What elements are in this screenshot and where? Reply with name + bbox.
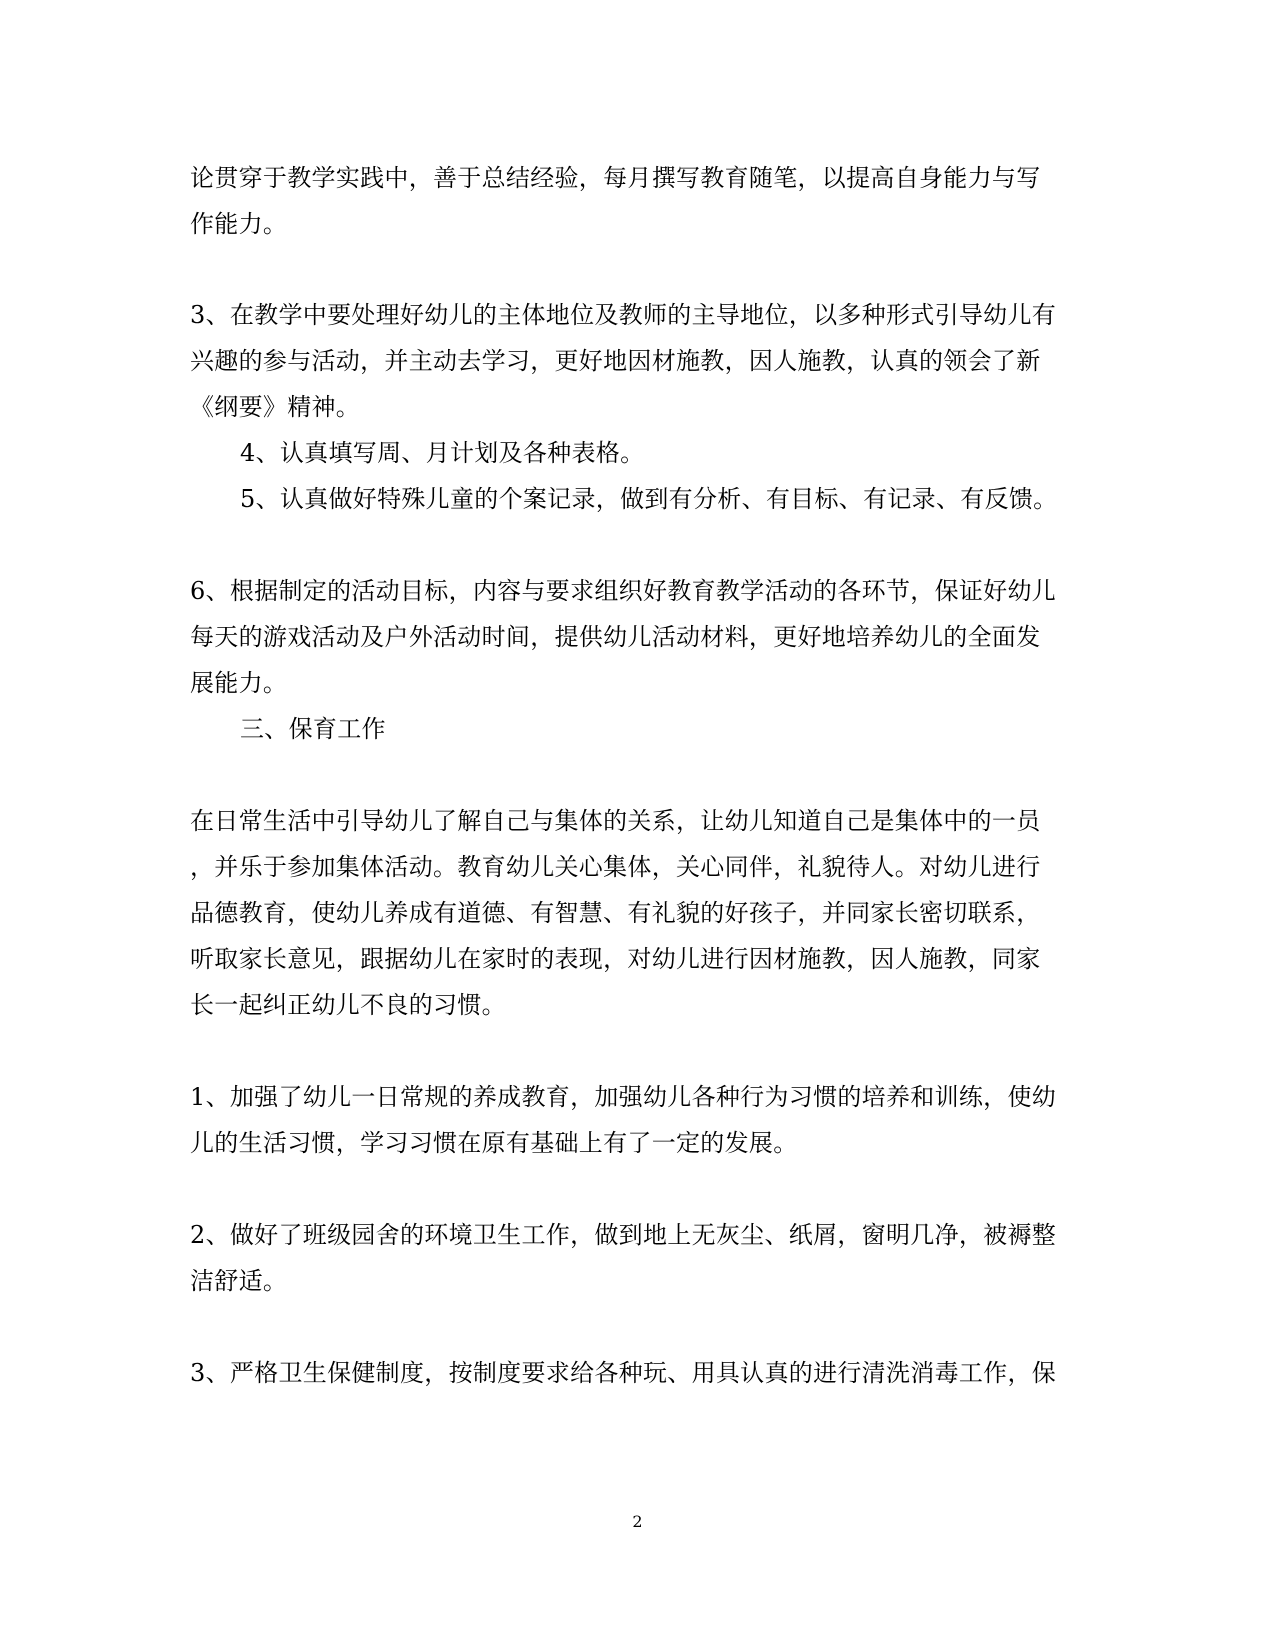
text-line: 4、认真填写周、月计划及各种表格。: [240, 439, 645, 467]
text-line: 儿的生活习惯，学习习惯在原有基础上有了一定的发展。: [190, 1129, 798, 1157]
text-line: 展能力。: [190, 669, 288, 697]
text-line: 洁舒适。: [190, 1267, 288, 1295]
text-line: 长一起纠正幼儿不良的习惯。: [190, 991, 506, 1019]
text-line: 听取家长意见，跟据幼儿在家时的表现，对幼儿进行因材施教，因人施教，同家: [190, 945, 1041, 973]
text-line: 兴趣的参与活动，并主动去学习，更好地因材施教，因人施教，认真的领会了新: [190, 347, 1041, 375]
page-number: 2: [632, 1512, 643, 1531]
text-line: 《纲要》精神。: [190, 393, 361, 421]
text-line: 每天的游戏活动及户外活动时间，提供幼儿活动材料，更好地培养幼儿的全面发: [190, 623, 1041, 651]
text-line: ，并乐于参加集体活动。教育幼儿关心集体，关心同伴，礼貌待人。对幼儿进行: [190, 853, 1041, 881]
text-line: 3、严格卫生保健制度，按制度要求给各种玩、用具认真的进行清洗消毒工作，保: [190, 1359, 1057, 1387]
text-line: 1、加强了幼儿一日常规的养成教育，加强幼儿各种行为习惯的培养和训练，使幼: [190, 1083, 1057, 1111]
text-line: 作能力。: [190, 210, 288, 238]
text-line: 5、认真做好特殊儿童的个案记录，做到有分析、有目标、有记录、有反馈。: [240, 485, 1058, 513]
text-line: 论贯穿于教学实践中，善于总结经验，每月撰写教育随笔，以提高自身能力与写: [190, 164, 1041, 192]
text-line: 2、做好了班级园舍的环境卫生工作，做到地上无灰尘、纸屑，窗明几净，被褥整: [190, 1221, 1057, 1249]
text-line: 在日常生活中引导幼儿了解自己与集体的关系，让幼儿知道自己是集体中的一员: [190, 807, 1041, 835]
text-line: 3、在教学中要处理好幼儿的主体地位及教师的主导地位，以多种形式引导幼儿有: [190, 301, 1057, 329]
section-heading: 三、保育工作: [240, 715, 386, 743]
text-line: 6、根据制定的活动目标，内容与要求组织好教育教学活动的各环节，保证好幼儿: [190, 577, 1057, 605]
text-line: 品德教育，使幼儿养成有道德、有智慧、有礼貌的好孩子，并同家长密切联系，: [190, 899, 1041, 927]
